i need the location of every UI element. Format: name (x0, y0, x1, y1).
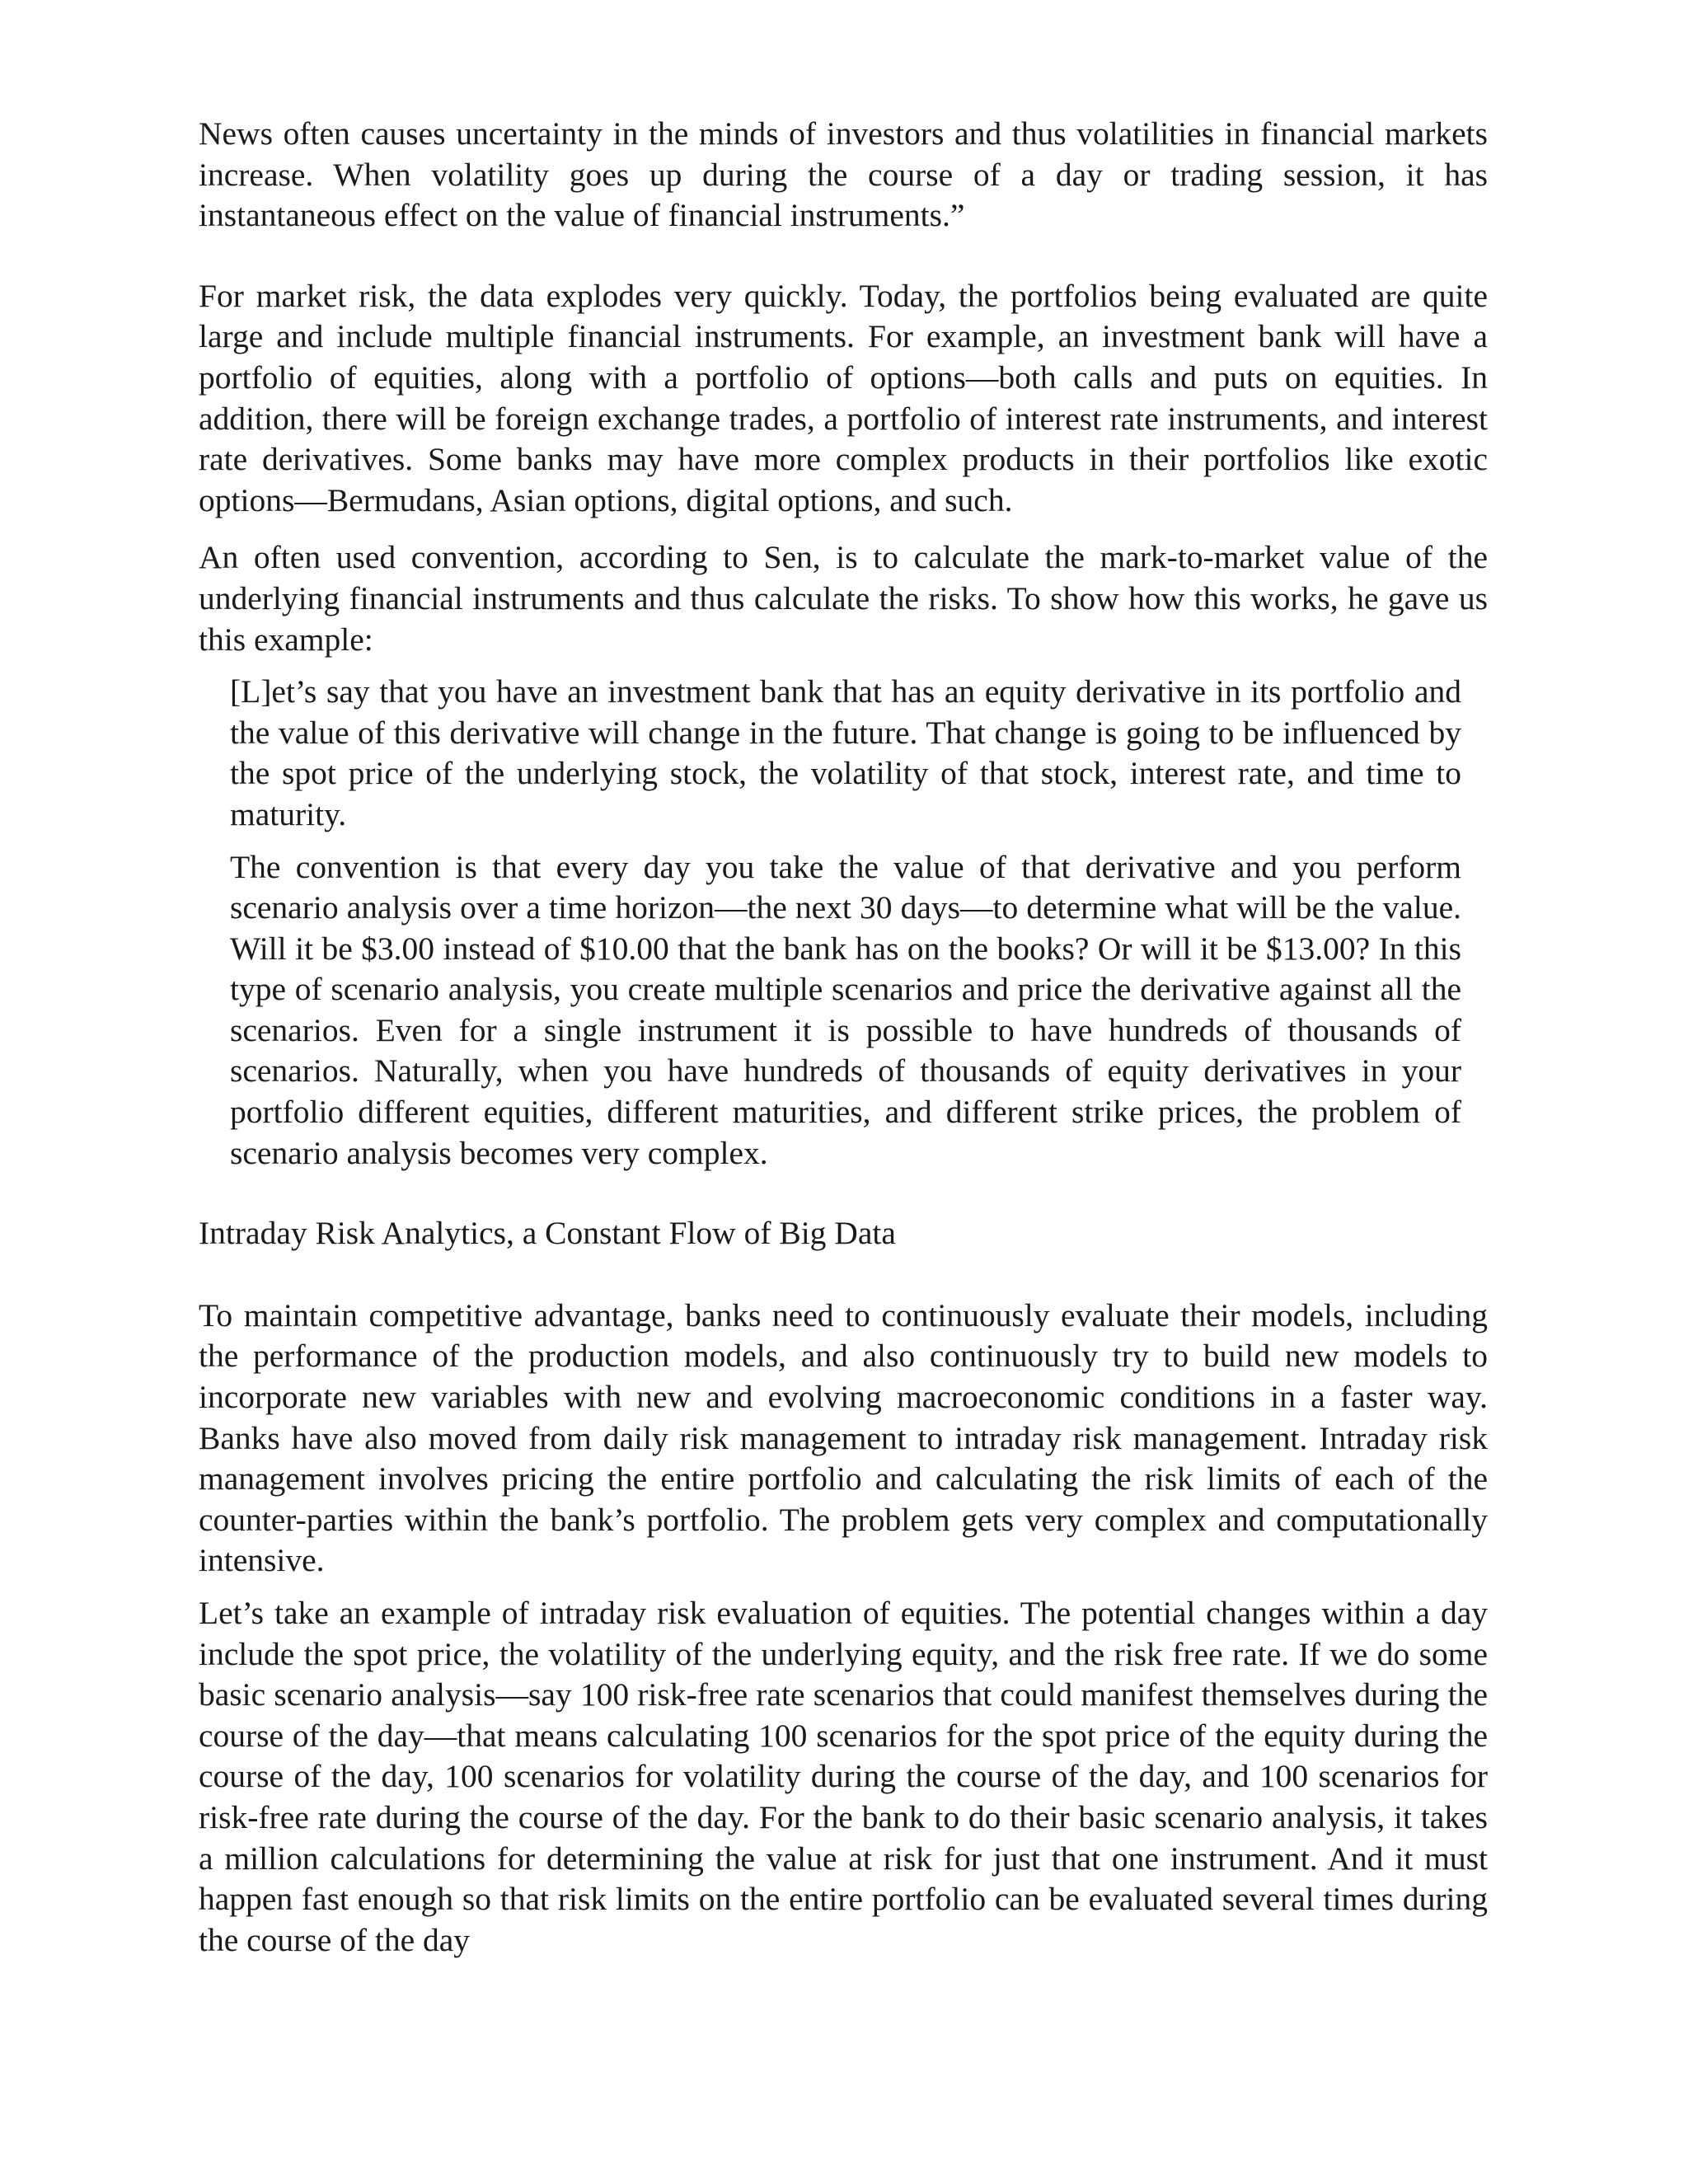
paragraph-mark-to-market: An often used convention, according to Sen, is to calculate the mark-to-market value of the underlying financial instruments and thus calculate the risks. To show how this works, he gave us this example: (199, 539, 1488, 658)
block-quote-scenario-analysis: The convention is that every day you take the value of that derivative and you perform scenario analysis over a time horizon—the next 30 days—to determine what will be the value. Will it be $3.00 instead of $10.00 that the bank has on the books? Or will it be $13.00? In this type of scenario analysis, you create multiple scenarios and price the derivative against all the scenarios. Even for a single instrument it is possible to have hundreds of thousands of scenarios. Naturally, when you have hundreds of thousands of equity derivatives in your portfolio different equities, different maturities, and different strike prices, the problem of scenario analysis becomes very complex. (230, 848, 1461, 1171)
block-quote-equity-derivative: [L]et’s say that you have an investment bank that has an equity derivative in its portfolio and the value of this derivative will change in the future. That change is going to be influenced by the spot price of the underlying stock, the volatility of that stock, interest rate, and time to maturity. (230, 673, 1461, 832)
paragraph-market-risk: For market risk, the data explodes very quickly. Today, the portfolios being evaluated are quite large and include multiple financial instruments. For example, an investment bank will have a portfolio of equities, along with a portfolio of options—both calls and puts on equities. In addition, there will be foreign exchange trades, a portfolio of interest rate instruments, and interest rate derivatives. Some banks may have more complex products in their portfolios like exotic options—Bermudans, Asian options, digital options, and such. (199, 277, 1488, 518)
paragraph-competitive-advantage: To maintain competitive advantage, banks need to continuously evaluate their models, including the performance of the production models, and also continuously try to build new models to incorporate new variables with new and evolving macroeconomic conditions in a faster way. Banks have also moved from daily risk management to intraday risk management. Intraday risk management involves pricing the entire portfolio and calculating the risk limits of each of the counter-parties within the bank’s portfolio. The problem gets very complex and computationally intensive. (199, 1296, 1488, 1579)
paragraph-intraday-equities-example: Let’s take an example of intraday risk evaluation of equities. The potential changes within a day include the spot price, the volatility of the underlying equity, and the risk free rate. If we do some basic scenario analysis—say 100 risk-free rate scenarios that could manifest themselves during the course of the day—that means calculating 100 scenarios for the spot price of the equity during the course of the day, 100 scenarios for volatility during the course of the day, and 100 scenarios for risk-free rate during the course of the day. For the bank to do their basic scenario analysis, it takes a million calculations for determining the value at risk for just that one instrument. And it must happen fast enough so that risk limits on the entire portfolio can be evaluated several times during the course of the day (199, 1595, 1488, 1958)
section-heading: Intraday Risk Analytics, a Constant Flow of Big Data (199, 1215, 896, 1252)
page-body (199, 114, 1488, 1961)
paragraph-news-volatility: News often causes uncertainty in the minds of investors and thus volatilities in financial markets increase. When volatility goes up during the course of a day or trading session, it has instantaneous effect on the value of financial instruments.” (199, 115, 1488, 234)
